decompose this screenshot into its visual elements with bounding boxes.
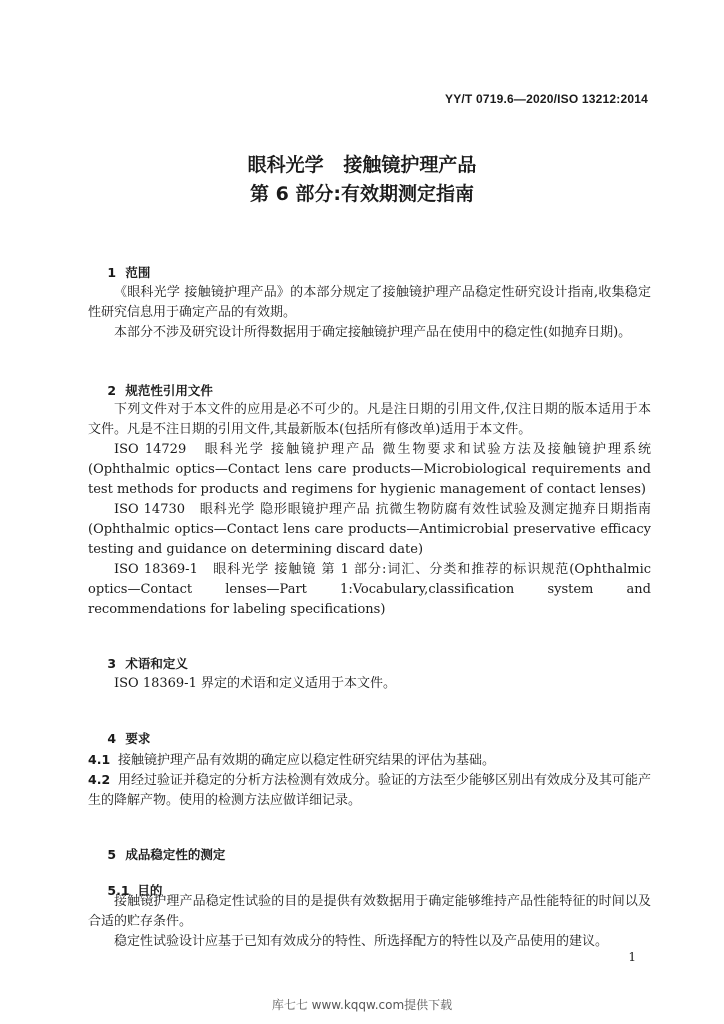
section-5-1-paragraph-1: 接触镜护理产品稳定性试验的目的是提供有效数据用于确定能够维持产品性能特征的时间以及合适的贮存条件。 bbox=[88, 894, 651, 929]
document-title bbox=[0, 151, 724, 209]
reference-title: 眼科光学 接触镜 第 1 部分:词汇、分类和推荐的标识规范(Ophthalmic optics—Contact lenses—Part 1:Vocabulary,classification system and recommendations for labeling specifications) bbox=[88, 562, 652, 617]
title-line-2: 第 6 部分:有效期测定指南 bbox=[249, 183, 475, 205]
section-number: 5 bbox=[107, 847, 117, 862]
clause-number: 4.2 bbox=[88, 772, 111, 787]
section-2-intro: 下列文件对于本文件的应用是必不可少的。凡是注日期的引用文件,仅注日期的版本适用于本文件。凡是不注日期的引用文件,其最新版本(包括所有修改单)适用于本文件。 bbox=[88, 402, 651, 437]
section-number: 1 bbox=[107, 265, 117, 280]
clause-text: 接触镜护理产品有效期的确定应以稳定性研究结果的评估为基础。 bbox=[118, 753, 496, 768]
reference-code: ISO 14729 bbox=[114, 442, 187, 457]
normative-reference bbox=[88, 500, 651, 560]
reference-title: 眼科光学 接触镜护理产品 微生物要求和试验方法及接触镜护理系统(Ophthalmic optics—Contact lens care products—Microbiological requirements and test methods for products and regimens for hygienic management of contact lenses) bbox=[88, 442, 652, 497]
reference-code: ISO 18369-1 bbox=[114, 562, 198, 577]
reference-title: 眼科光学 隐形眼镜护理产品 抗微生物防腐有效性试验及测定抛弃日期指南(Ophthalmic optics—Contact lens care products—Antimicrobial preservative efficacy testing and guidance on determining discard date) bbox=[88, 502, 652, 557]
subsection-number: 5.1 bbox=[107, 883, 130, 898]
section-number: 2 bbox=[107, 383, 117, 398]
section-number: 3 bbox=[107, 656, 117, 671]
section-title: 要求 bbox=[125, 731, 151, 746]
section-1-paragraph-1: 《眼科光学 接触镜护理产品》的本部分规定了接触镜护理产品稳定性研究设计指南,收集稳定性研究信息用于确定产品的有效期。 bbox=[88, 285, 651, 320]
section-title: 术语和定义 bbox=[125, 656, 188, 671]
clause-number: 4.1 bbox=[88, 752, 111, 767]
title-line-1: 眼科光学 接触镜护理产品 bbox=[247, 154, 477, 176]
download-footer: 库七七 www.kqqw.com提供下载 bbox=[271, 998, 453, 1012]
reference-code: ISO 14730 bbox=[114, 502, 186, 517]
standard-code: YY/T 0719.6—2020/ISO 13212:2014 bbox=[444, 92, 648, 106]
clause-4-2 bbox=[88, 770, 651, 811]
section-title: 规范性引用文件 bbox=[125, 383, 213, 398]
subsection-title: 目的 bbox=[137, 883, 163, 898]
section-3-paragraph: ISO 18369-1 界定的术语和定义适用于本文件。 bbox=[114, 676, 396, 691]
normative-reference bbox=[88, 560, 651, 620]
normative-reference bbox=[88, 440, 651, 500]
page-number: 1 bbox=[628, 950, 636, 964]
section-title: 范围 bbox=[125, 265, 151, 280]
clause-text: 用经过验证并稳定的分析方法检测有效成分。验证的方法至少能够区别出有效成分及其可能产生的降解产物。使用的检测方法应做详细记录。 bbox=[88, 773, 652, 808]
clause-4-1 bbox=[88, 750, 651, 771]
section-title: 成品稳定性的测定 bbox=[125, 847, 226, 862]
section-number: 4 bbox=[107, 731, 117, 746]
section-5-1-paragraph-2: 稳定性试验设计应基于已知有效成分的特性、所选择配方的特性以及产品使用的建议。 bbox=[114, 934, 609, 949]
section-1-paragraph-2: 本部分不涉及研究设计所得数据用于确定接触镜护理产品在使用中的稳定性(如抛弃日期)。 bbox=[114, 325, 632, 340]
